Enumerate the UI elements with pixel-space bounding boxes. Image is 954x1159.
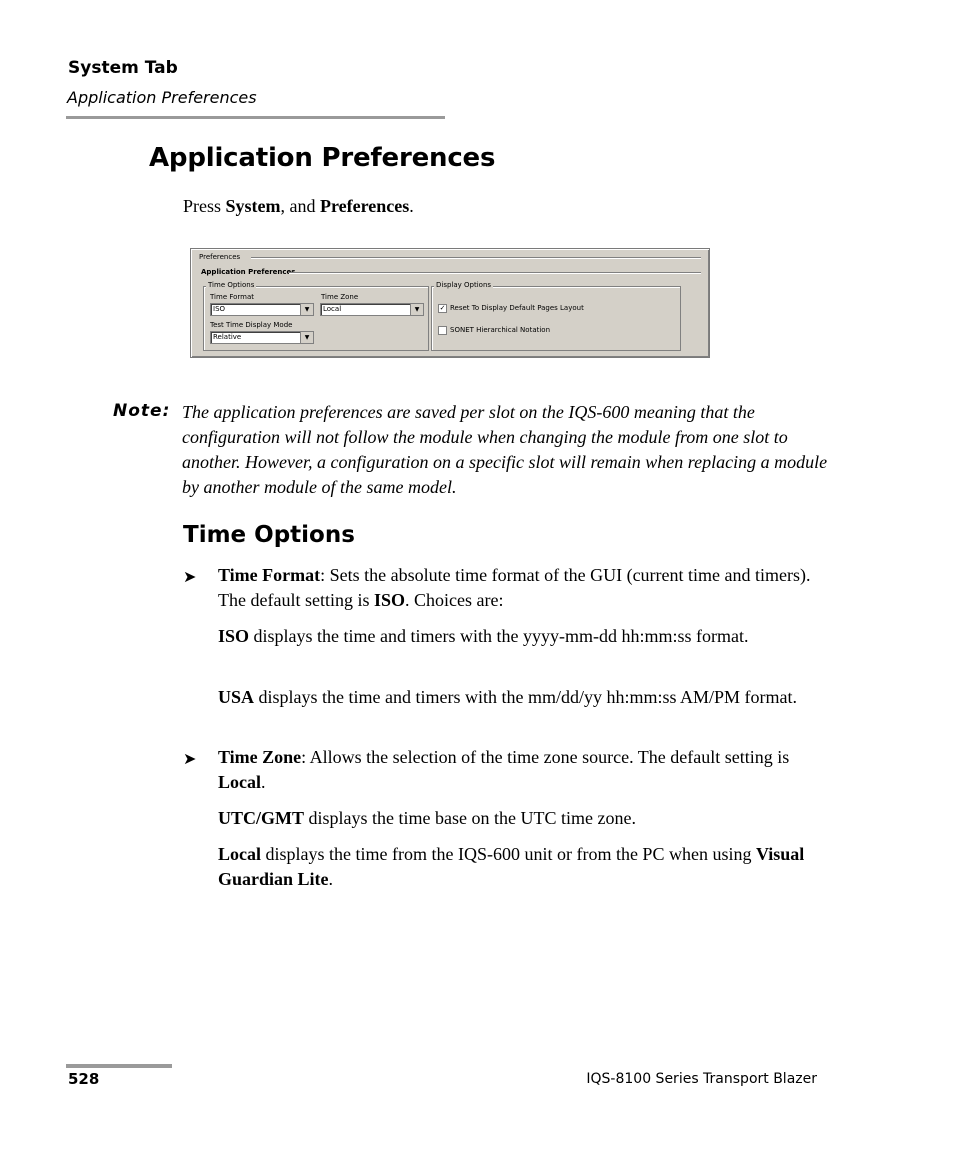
- chevron-down-icon[interactable]: ▼: [410, 304, 423, 315]
- term: UTC/GMT: [218, 808, 305, 828]
- chevron-down-icon[interactable]: ▼: [300, 332, 313, 343]
- section-title: Application Preferences: [201, 268, 296, 276]
- iso-item: [218, 624, 818, 649]
- time-format-item: [218, 563, 818, 613]
- page-title: Application Preferences: [149, 143, 496, 173]
- intro-system: System: [225, 196, 281, 216]
- page-number: 528: [68, 1070, 100, 1088]
- intro-text: .: [409, 196, 414, 216]
- running-header-section: System Tab: [68, 58, 178, 78]
- sonet-label: SONET Hierarchical Notation: [450, 326, 551, 334]
- time-zone-select[interactable]: [320, 303, 424, 316]
- term: ISO: [218, 626, 250, 646]
- desc: displays the time and timers with the mm/dd/yy hh:mm:ss AM/PM format.: [254, 687, 797, 707]
- usa-item: [218, 685, 818, 710]
- bullet-arrow-icon: ➤: [183, 569, 197, 586]
- note-label: Note:: [113, 401, 171, 421]
- time-zone-item: [218, 745, 818, 795]
- test-time-label: Test Time Display Mode: [210, 321, 293, 329]
- time-options-title: Time Options: [208, 281, 255, 289]
- time-format-select[interactable]: [210, 303, 314, 316]
- section-rule: [289, 272, 701, 274]
- desc: displays the time base on the UTC time zone.: [304, 808, 636, 828]
- intro-preferences: Preferences: [320, 196, 410, 216]
- reset-layout-label: Reset To Display Default Pages Layout: [450, 304, 584, 312]
- header-rule: [66, 116, 445, 119]
- test-time-value: Relative: [213, 333, 242, 341]
- frame-rule: [251, 257, 701, 259]
- sonet-checkbox[interactable]: [438, 326, 447, 335]
- desc: : Allows the selection of the time zone source. The default setting is: [301, 747, 790, 767]
- test-time-select[interactable]: [210, 331, 314, 344]
- note-text: The application preferences are saved per slot on the IQS-600 meaning that the configuration will not follow the module when changing the module from one slot to another. However, a configuration on a specific slot will remain when replacing a module by another module of the same model.: [182, 402, 828, 497]
- term: Local: [218, 844, 261, 864]
- footer-rule: [66, 1064, 172, 1068]
- reset-layout-checkbox[interactable]: ✓: [439, 304, 446, 312]
- chevron-down-icon[interactable]: ▼: [300, 304, 313, 315]
- desc: : Sets the absolute time format of the GUI (current time and timers). The default setting is: [218, 565, 811, 610]
- time-format-label: Time Format: [210, 293, 255, 301]
- frame-title: Preferences: [199, 253, 241, 261]
- term: Local: [218, 772, 261, 792]
- time-zone-label: Time Zone: [321, 293, 359, 301]
- intro-paragraph: [183, 196, 414, 217]
- display-options-title: Display Options: [436, 281, 492, 289]
- desc: displays the time and timers with the yyyy-mm-dd hh:mm:ss format.: [249, 626, 749, 646]
- intro-text: , and: [280, 196, 321, 216]
- time-zone-value: Local: [323, 305, 342, 313]
- intro-text: Press: [183, 196, 226, 216]
- term: Visual Guardian Lite: [218, 844, 805, 889]
- desc: displays the time from the IQS-600 unit or from the PC when using: [261, 844, 756, 864]
- term: USA: [218, 687, 255, 707]
- local-item: [218, 842, 818, 892]
- desc: .: [328, 869, 334, 889]
- section-heading: Time Options: [183, 522, 355, 548]
- desc: . Choices are:: [405, 590, 504, 610]
- desc: .: [261, 772, 266, 792]
- time-format-value: ISO: [213, 305, 226, 313]
- term: ISO: [373, 590, 405, 610]
- bullet-arrow-icon: ➤: [183, 751, 197, 768]
- product-name: IQS-8100 Series Transport Blazer: [586, 1071, 817, 1087]
- term: Time Format: [218, 565, 321, 585]
- running-header-subsection: Application Preferences: [67, 88, 257, 107]
- display-options-group: [431, 286, 681, 351]
- term: Time Zone: [218, 747, 302, 767]
- utc-item: [218, 806, 818, 831]
- preferences-screenshot: [190, 248, 710, 358]
